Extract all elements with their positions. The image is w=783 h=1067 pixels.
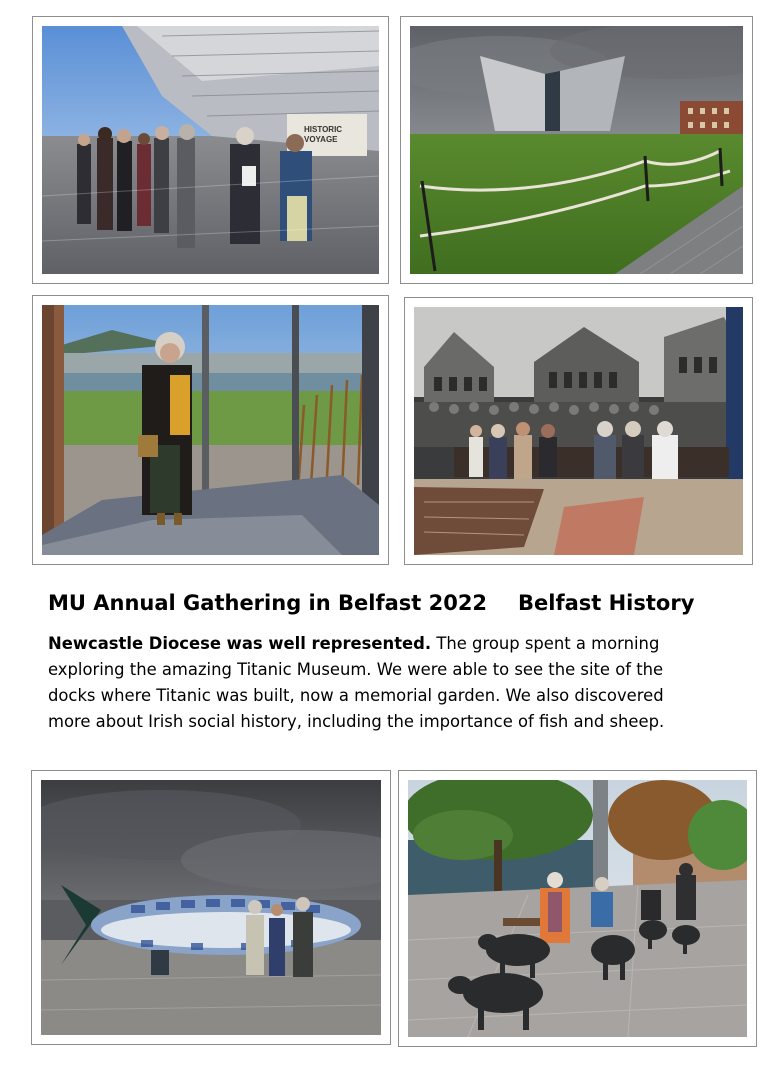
window-view-image <box>42 305 379 555</box>
photo-fish-sculpture <box>31 770 391 1045</box>
heading-subtitle: Belfast History <box>518 591 695 615</box>
heading-title: MU Annual Gathering in Belfast 2022 <box>48 591 488 615</box>
museum-entrance-image <box>42 26 379 274</box>
mural-image <box>414 307 743 555</box>
body-line-3: docks where Titanic was built, now a memorial garden. We also discovered <box>48 686 664 705</box>
body-lead: Newcastle Diocese was well represented. <box>48 634 432 653</box>
titanic-building-image <box>410 26 743 274</box>
fish-sculpture-image <box>41 780 381 1035</box>
photo-window-overlooking-docks <box>32 295 389 565</box>
body-line-1-rest: The group spent a morning <box>431 634 660 653</box>
body-line-4: more about Irish social history, including the importance of fish and sheep. <box>48 712 665 731</box>
body-line-2: exploring the amazing Titanic Museum. We were able to see the site of the <box>48 660 664 679</box>
photo-titanic-building-lawn <box>400 16 753 284</box>
photo-sheep-sculptures <box>398 770 757 1047</box>
photo-group-at-museum-entrance <box>32 16 389 284</box>
sheep-sculpture-image <box>408 780 747 1037</box>
article-body <box>48 631 748 735</box>
sign-text-historic: HISTORIC <box>304 125 343 134</box>
body-line-1 <box>48 631 748 657</box>
photo-group-seated-at-mural <box>404 297 753 565</box>
sign-text-voyage: VOYAGE <box>304 135 338 144</box>
page-heading <box>48 588 748 618</box>
